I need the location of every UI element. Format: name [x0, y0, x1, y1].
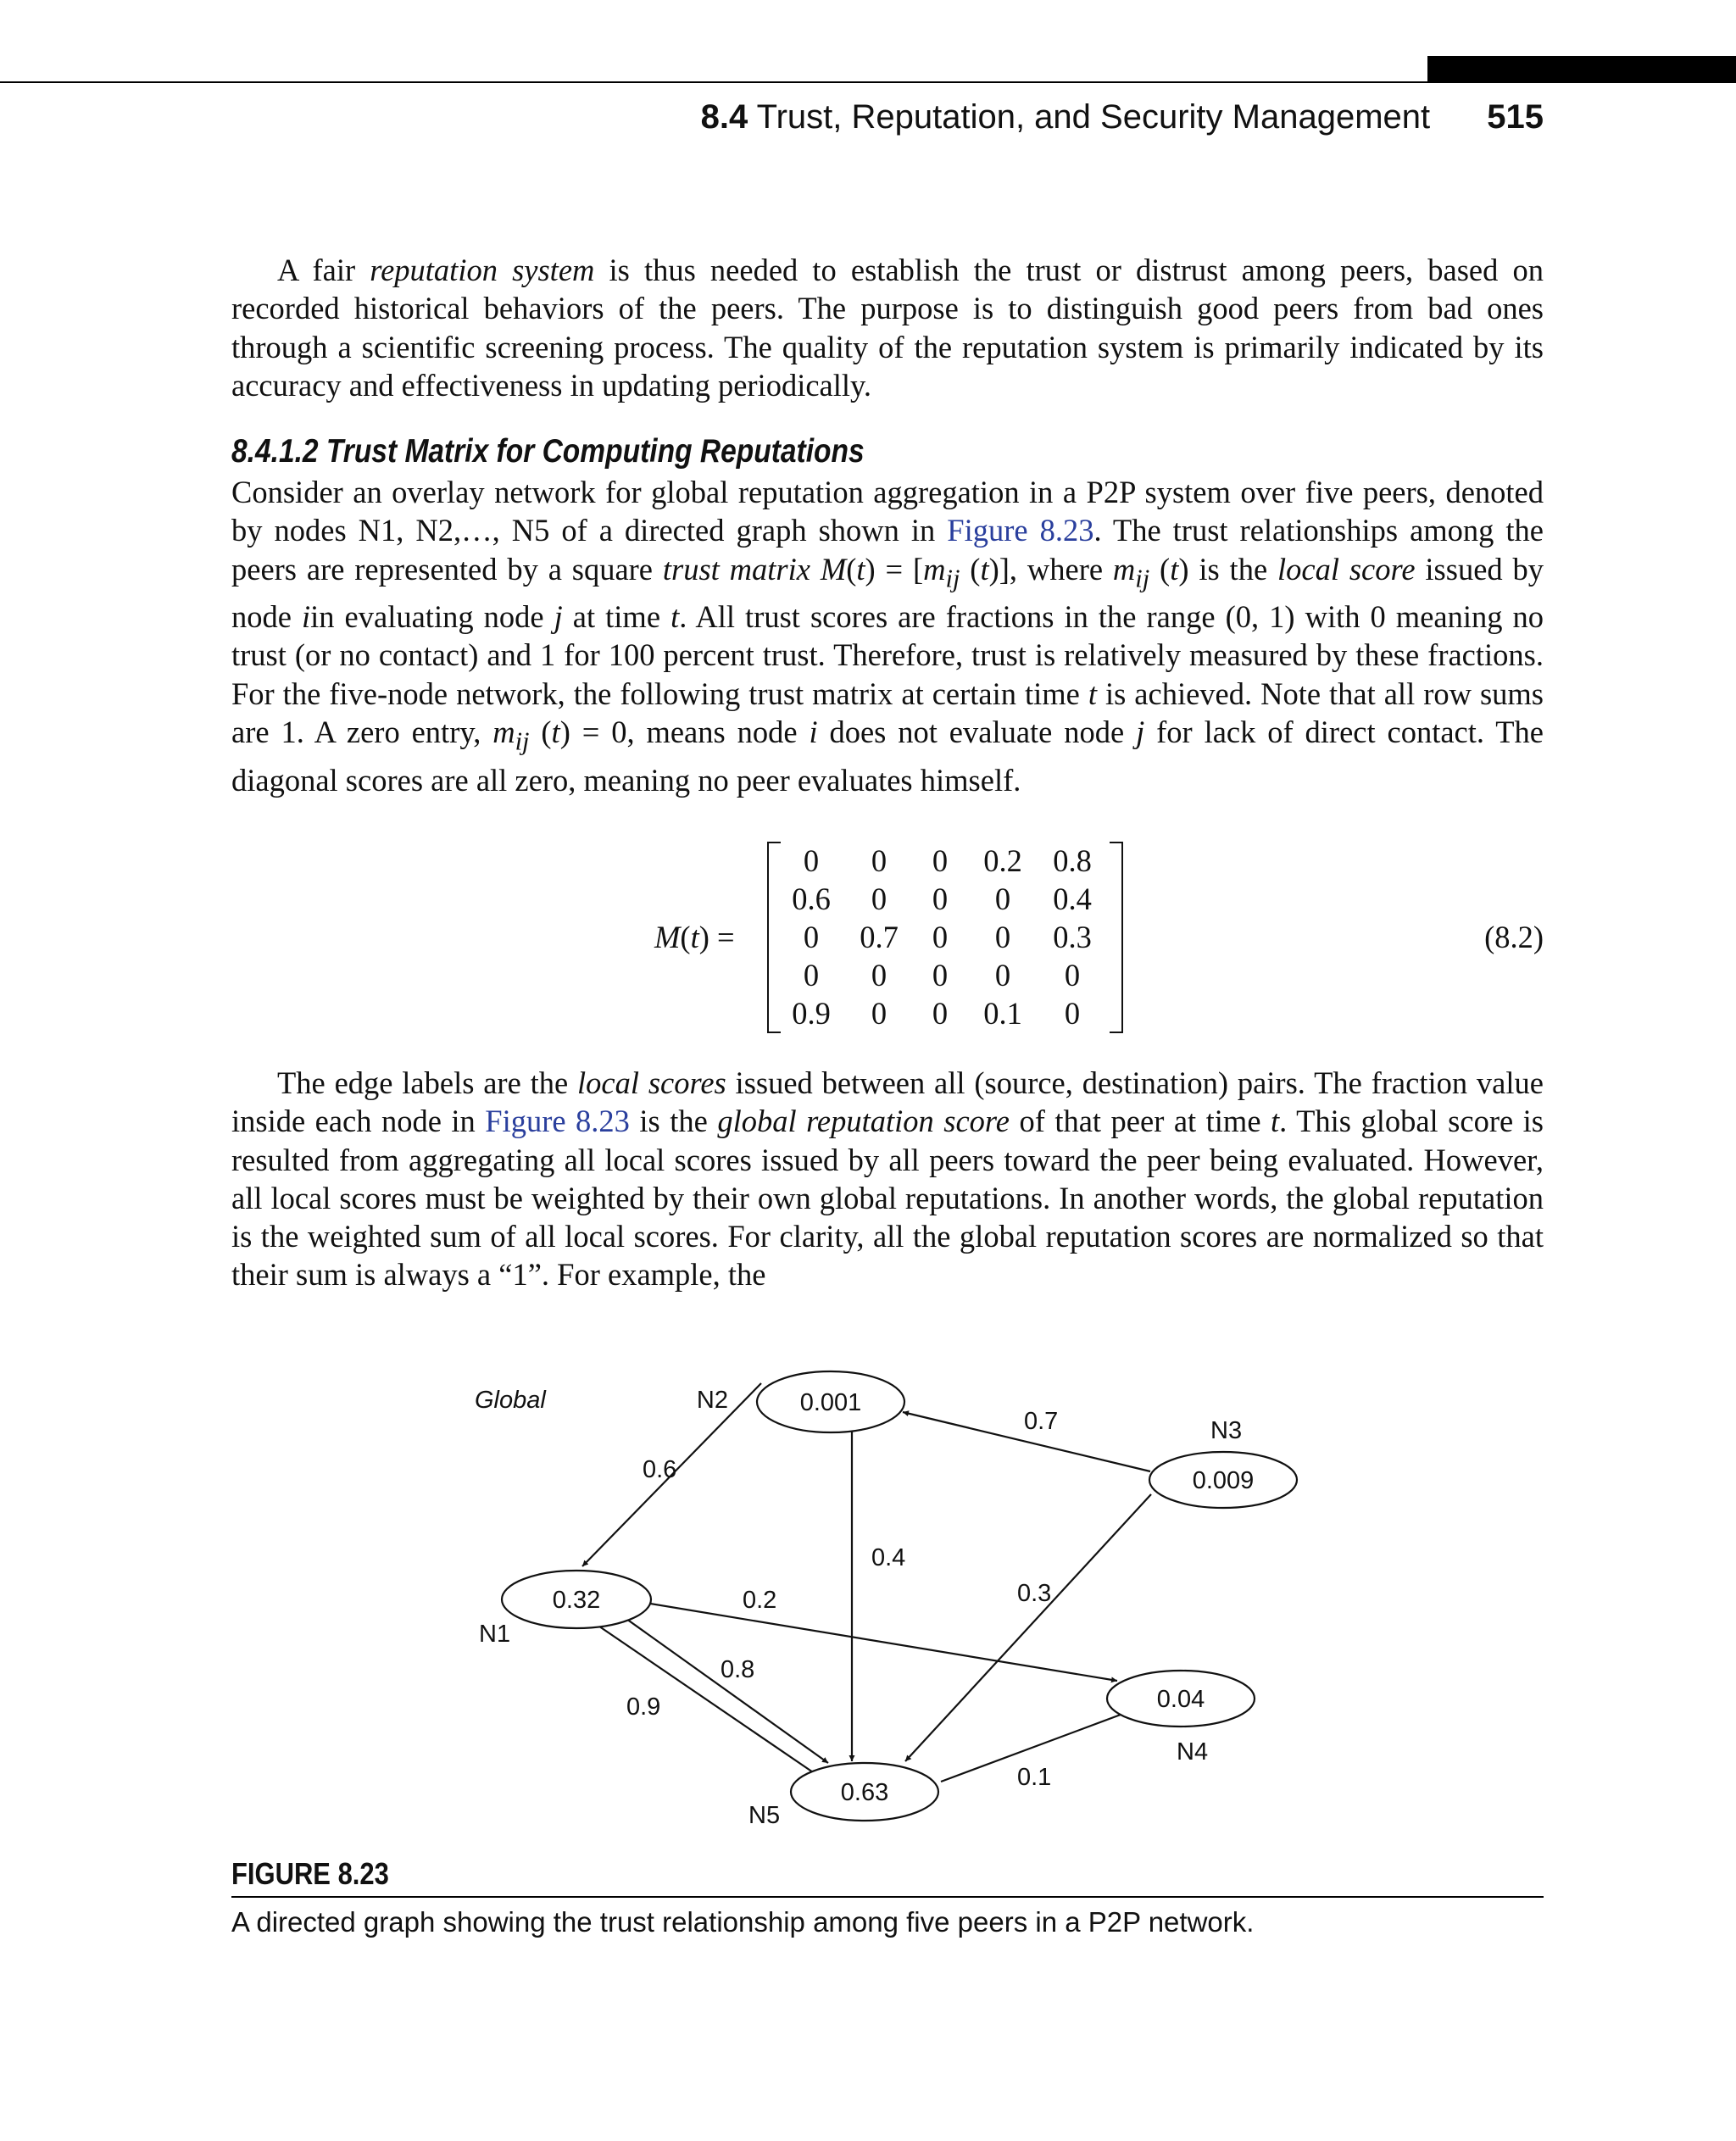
matrix-cell: 0	[932, 920, 949, 954]
subsection-heading: 8.4.1.2 Trust Matrix for Computing Reputations	[231, 433, 865, 470]
matrix-row	[779, 956, 1111, 995]
figure-label: FIGURE 8.23	[231, 1856, 389, 1891]
matrix-right-bracket	[1110, 842, 1123, 1033]
matrix-cell: 0.6	[792, 881, 831, 916]
figure-link[interactable]: Figure 8.23	[947, 513, 1094, 548]
figure-caption: A directed graph showing the trust relationship among five peers in a P2P network.	[231, 1906, 1255, 1938]
matrix-cell: 0	[871, 958, 887, 993]
node-score: 0.009	[1192, 1467, 1255, 1494]
matrix-row	[779, 994, 1111, 1033]
node-label: N3	[1210, 1417, 1243, 1444]
figure-legend: Global	[475, 1387, 546, 1414]
matrix-cell: 0.2	[983, 843, 1022, 878]
edge-weight: 0.6	[643, 1456, 677, 1483]
matrix-cell: 0	[994, 881, 1011, 916]
matrix-cell: 0.7	[860, 920, 899, 954]
edge-weight: 0.7	[1024, 1408, 1059, 1435]
matrix-cell: 0	[803, 843, 820, 878]
matrix-cell: 0	[994, 958, 1011, 993]
equation-lhs: M(t) =	[654, 920, 735, 954]
matrix-cell: 0	[871, 996, 887, 1031]
matrix-cell: 0	[871, 881, 887, 916]
running-head	[701, 96, 1544, 138]
header-tab-bar	[1427, 56, 1736, 83]
paragraph-trust-matrix: Consider an overlay network for global reputation aggregation in a P2P system over five peers, denoted by nodes N1, N2,…, N5 of a directed graph shown in Figure 8.23. The trust relationships among the peers are represented by a square trust matrix $M(t) = [m_{ij}$ (t)], where $m_{ij}$ (t) is the local score issued by node iin evaluating node j at time t. All trust scores are fractions in the range (0, 1) with 0 meaning no trust (or no contact) and 1 for 100 percent trust. Therefore, trust is relatively measured by these fractions. For the five-node network, the following trust matrix at certain time t is achieved. Note that all row sums are 1. A zero entry, $m_{ij}$ (t) = 0, means node i does not evaluate node j for lack of direct contact. The diagonal scores are all zero, meaning no peer evaluates himself.	[231, 475, 1544, 798]
edge-n1-n4	[645, 1603, 1117, 1681]
node-label: N4	[1177, 1738, 1209, 1766]
matrix-cell: 0.3	[1053, 920, 1092, 954]
matrix-cell: 0.4	[1053, 881, 1092, 916]
node-score: 0.63	[840, 1779, 889, 1806]
paragraph-edge-labels: The edge labels are the local scores issued between all (source, destination) pairs. The fraction value inside each node in Figure 8.23 is the global reputation score of that peer at time t. This global score is resulted from aggregating all local scores issued by all peers toward the peer being evaluated. However, all local scores must be weighted by their own global reputations. In another words, the global reputation is the weighted sum of all local scores. For clarity, all the global reputation scores are normalized so that their sum is always a “1”. For example, the	[231, 1065, 1544, 1293]
trust-matrix	[767, 842, 1123, 1032]
node-label: N2	[696, 1387, 728, 1414]
matrix-row	[779, 842, 1111, 881]
edge-weight: 0.3	[1017, 1580, 1052, 1607]
section-title: Trust, Reputation, and Security Management	[756, 98, 1431, 136]
edge-weight: 0.8	[721, 1656, 755, 1683]
matrix-cell: 0	[932, 958, 949, 993]
matrix-cell: 0.9	[792, 996, 831, 1031]
equation-number: (8.2)	[1484, 920, 1544, 954]
header-rule	[0, 81, 1736, 83]
node-score: 0.32	[552, 1587, 601, 1614]
matrix-cell: 0	[932, 996, 949, 1031]
matrix-cell: 0.1	[983, 996, 1022, 1031]
trust-graph-figure	[458, 1356, 1305, 1848]
edge-n3-n5	[905, 1494, 1151, 1761]
matrix-cell: 0	[994, 920, 1011, 954]
matrix-cell: 0	[871, 843, 887, 878]
matrix-row	[779, 880, 1111, 919]
edge-weight: 0.4	[871, 1544, 906, 1571]
figure-caption-rule	[231, 1896, 1544, 1898]
node-label: N5	[748, 1802, 781, 1829]
matrix-cell: 0	[1064, 958, 1081, 993]
matrix-cell: 0.8	[1053, 843, 1092, 878]
edge-weight: 0.9	[626, 1693, 661, 1721]
matrix-cell: 0	[803, 958, 820, 993]
figure-link[interactable]: Figure 8.23	[485, 1104, 630, 1139]
matrix-row	[779, 918, 1111, 957]
edge-weight: 0.2	[743, 1587, 777, 1614]
matrix-cell: 0	[1064, 996, 1081, 1031]
node-score: 0.001	[799, 1389, 862, 1416]
matrix-cell: 0	[803, 920, 820, 954]
edge-weight: 0.1	[1017, 1764, 1052, 1791]
section-number: 8.4	[700, 98, 748, 136]
matrix-cell: 0	[932, 843, 949, 878]
matrix-cell: 0	[932, 881, 949, 916]
paragraph-reputation-system: A fair reputation system is thus needed to establish the trust or distrust among peers, based on recorded historical behaviors of the peers. The purpose is to distinguish good peers from bad ones through a scientific screening process. The quality of the reputation system is primarily indicated by its accuracy and effectiveness in updating periodically.	[231, 253, 1544, 403]
page-number: 515	[1487, 98, 1544, 136]
edge-n1-n5	[620, 1615, 828, 1763]
edge-n5-n1	[588, 1619, 818, 1776]
node-score: 0.04	[1156, 1686, 1205, 1713]
node-label: N1	[479, 1621, 511, 1648]
